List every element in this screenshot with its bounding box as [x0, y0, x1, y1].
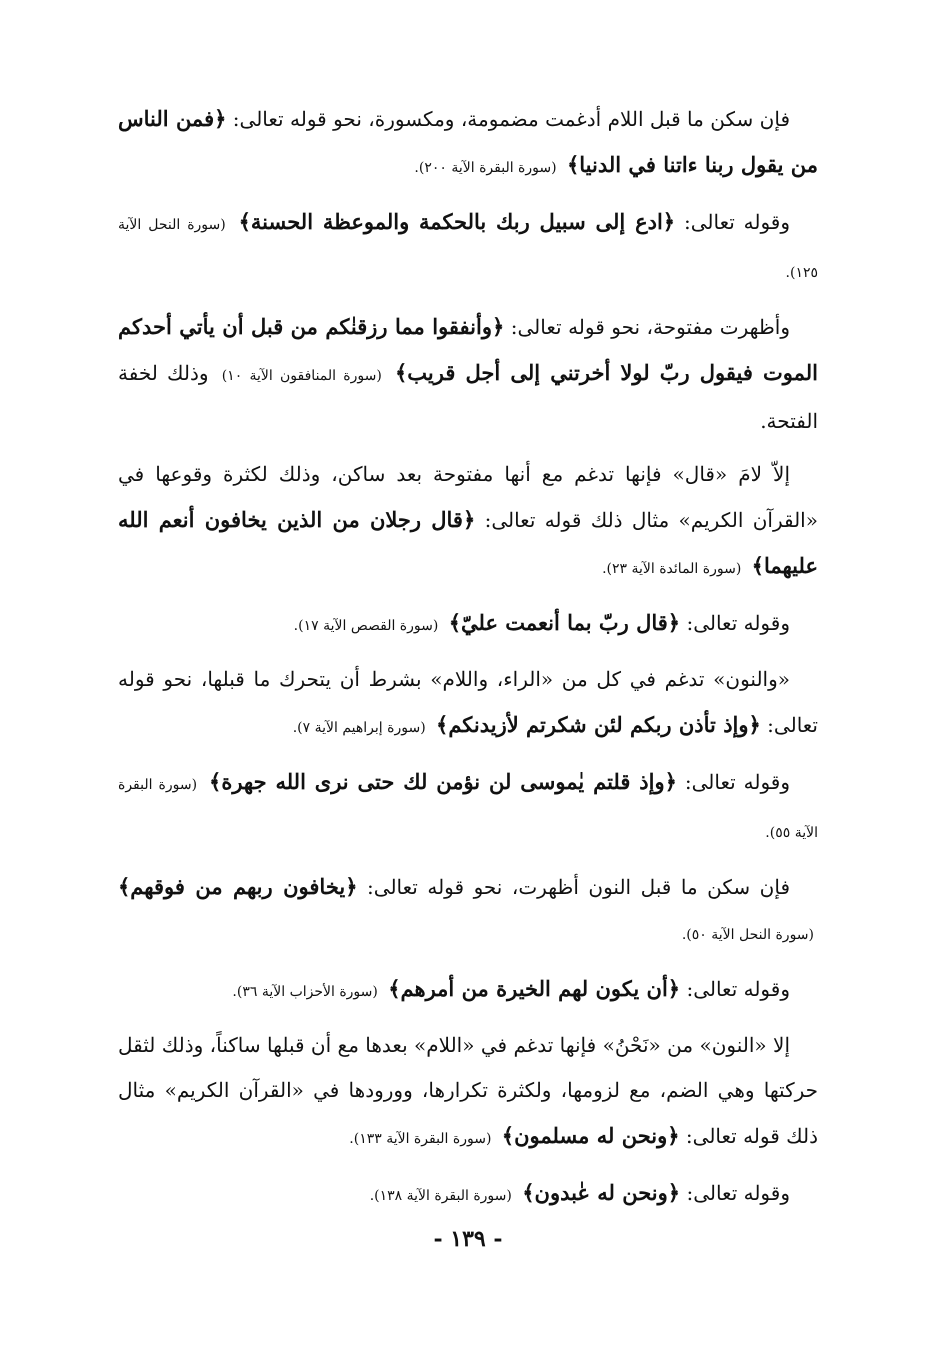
- page-number: - ١٣٩ -: [433, 1226, 503, 1252]
- verse-reference: (سورة البقرة الآية ١٣٣).: [349, 1131, 492, 1147]
- verse-reference: (سورة البقرة الآية ٥٥).: [118, 777, 818, 841]
- quran-verse: ﴿ونحن له مسلمون﴾: [501, 1123, 680, 1148]
- verse-reference: (سورة المنافقون الآية ١٠): [221, 368, 382, 384]
- quran-verse: ﴿وإذ قلتم يٰموسى لن نؤمن لك حتى نرى الله جهرة﴾: [209, 769, 677, 794]
- paragraph-text: وقوله تعالى:: [680, 611, 790, 635]
- verse-reference: (سورة البقرة الآية ٢٠٠).: [414, 160, 557, 176]
- paragraph: [118, 304, 818, 444]
- paragraph: [118, 600, 818, 649]
- paragraph: [118, 759, 818, 856]
- body-text: [118, 96, 818, 1219]
- quran-verse: ﴿أن يكون لهم الخيرة من أمرهم﴾: [388, 976, 681, 1001]
- quran-verse: ﴿وأنفقوا مما رزقنٰكم من قبل أن يأتي أحدكم الموت فيقول ربّ لولا أخرتني إلى أجل قريب﴾: [118, 314, 819, 385]
- paragraph-text: وقوله تعالى:: [680, 977, 790, 1001]
- paragraph-text: فإن سكن ما قبل النون أظهرت، نحو قوله تعالى:: [357, 875, 791, 899]
- paragraph-text: «والنون» تدغم في كل من «الراء، واللام» بشرط أن يتحرك ما قبلها، نحو قوله تعالى:: [118, 667, 818, 737]
- paragraph-text: وقوله تعالى:: [676, 770, 790, 794]
- paragraph-text: فإن سكن ما قبل اللام أدغمت مضمومة، ومكسورة، نحو قوله تعالى:: [226, 107, 790, 131]
- paragraph-text: إلا «النون» من «نَحْنُ» فإنها تدغم في «اللام» بعدها مع أن قبلها ساكناً، وذلك لثقل حركتها وهي الضم، مع لزومها، ولكثرة تكرارها، وورودها في «القرآن الكريم» مثال ذلك قوله تعالى:: [118, 1033, 819, 1148]
- paragraph: [118, 1023, 818, 1162]
- quran-verse: ﴿يخافون ربهم من فوقهم﴾: [118, 874, 358, 899]
- verse-reference: (سورة القصص الآية ١٧).: [293, 618, 439, 634]
- paragraph-text: وقوله تعالى:: [675, 210, 791, 234]
- paragraph: [118, 1170, 818, 1219]
- quran-verse: ﴿قال ربّ بما أنعمت عليّ﴾: [448, 610, 681, 635]
- paragraph-text: وقوله تعالى:: [680, 1181, 790, 1205]
- paragraph-text: وذلك لخفة الفتحة.: [118, 361, 818, 433]
- paragraph: [118, 199, 818, 296]
- verse-reference: (سورة النحل الآية ١٢٥).: [118, 217, 818, 281]
- quran-verse: ﴿ونحن له عٰبدون﴾: [522, 1180, 681, 1205]
- verse-reference: (سورة النحل الآية ٥٠).: [681, 927, 814, 943]
- paragraph: [118, 452, 818, 592]
- paragraph: [118, 966, 818, 1015]
- paragraph: [118, 657, 818, 751]
- quran-verse: ﴿ادع إلى سبيل ربك بالحكمة والموعظة الحسنة﴾: [238, 209, 676, 234]
- quran-verse: ﴿وإذ تأذن ربكم لئن شكرتم لأزيدنكم﴾: [436, 712, 761, 737]
- verse-reference: (سورة البقرة الآية ١٣٨).: [369, 1188, 512, 1204]
- quran-verse: ﴿فمن الناس من يقول ربنا ءاتنا في الدنيا﴾: [118, 106, 818, 177]
- verse-reference: (سورة إبراهيم الآية ٧).: [292, 720, 426, 736]
- paragraph-text: إلاّ لامَ «قال» فإنها تدغم مع أنها مفتوحة بعد ساكن، وذلك لكثرة وقوعها في «القرآن الكريم» مثال ذلك قوله تعالى:: [118, 462, 818, 532]
- paragraph: [118, 864, 818, 958]
- quran-verse: ﴿قال رجلان من الذين يخافون أنعم الله عليهما﴾: [118, 507, 818, 578]
- paragraph: [118, 96, 818, 191]
- paragraph-text: وأظهرت مفتوحة، نحو قوله تعالى:: [504, 315, 790, 339]
- verse-reference: (سورة المائدة الآية ٢٣).: [602, 561, 742, 577]
- verse-reference: (سورة الأحزاب الآية ٣٦).: [232, 984, 378, 1000]
